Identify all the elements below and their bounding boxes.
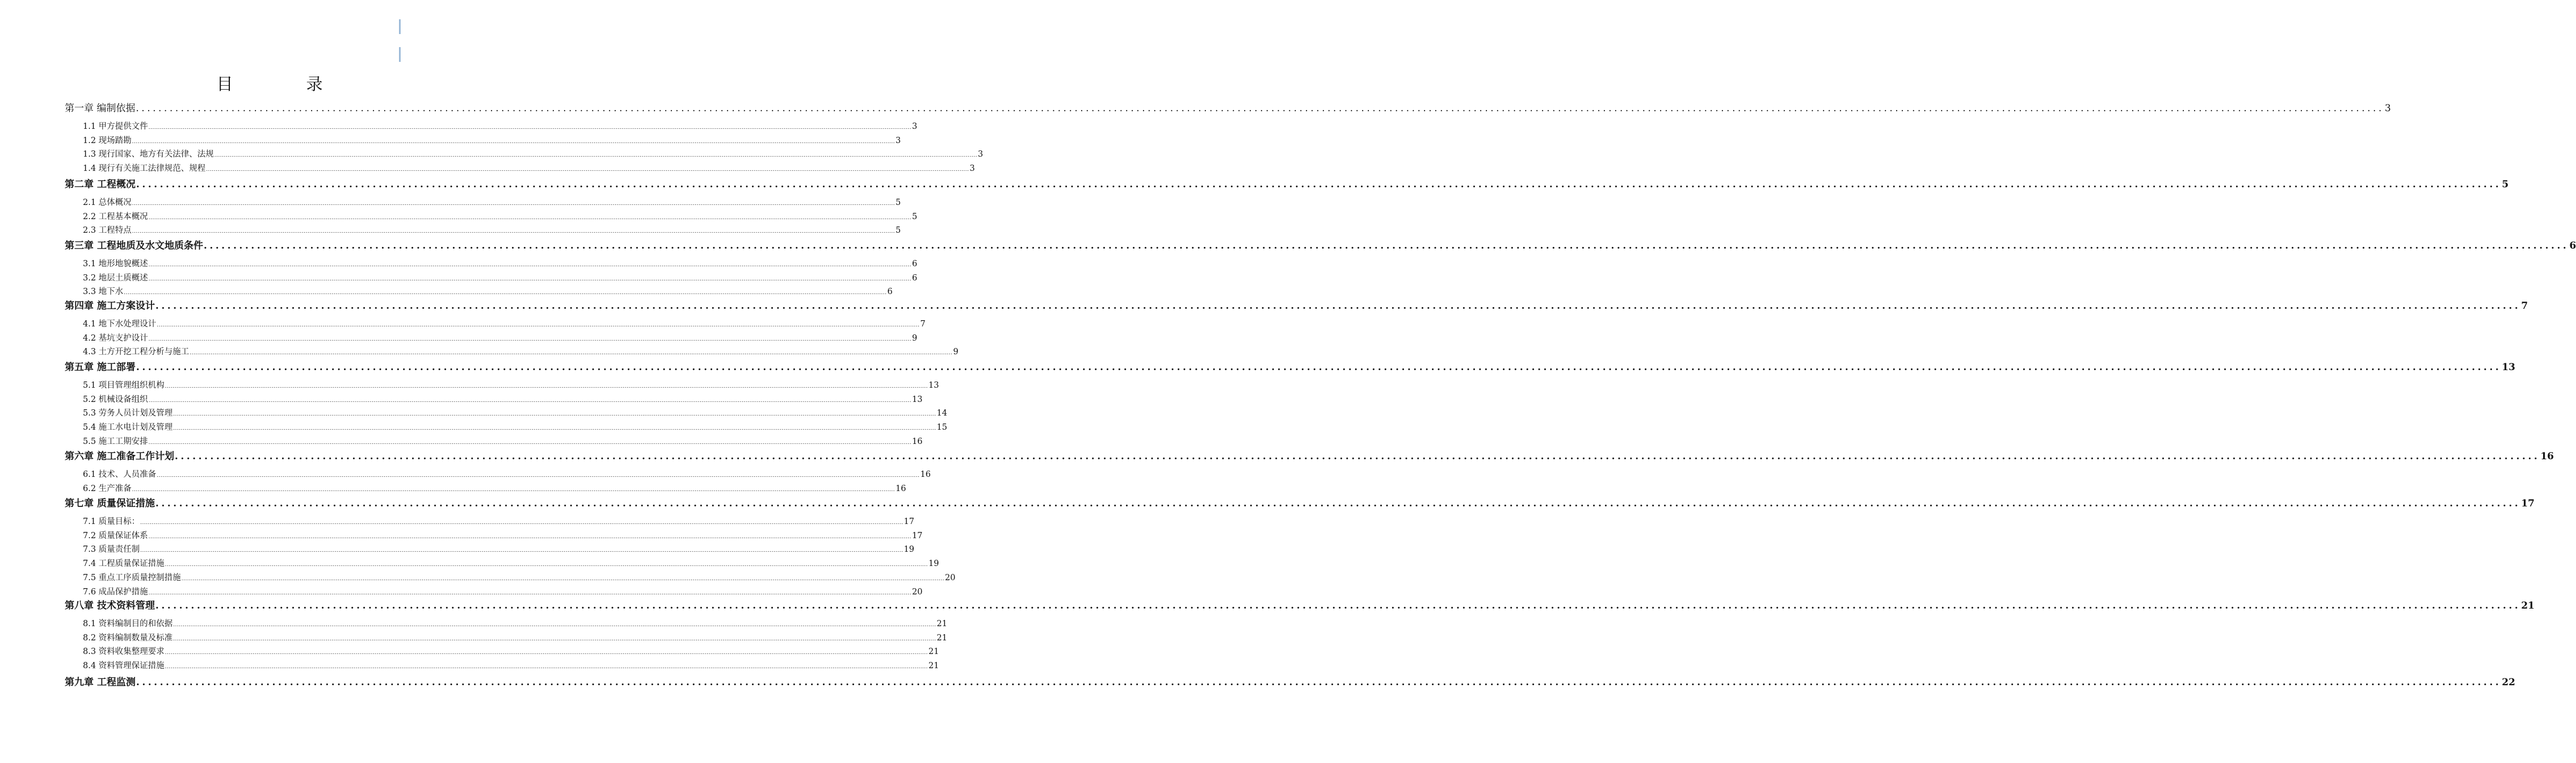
dot-leader: ................................................................................................................................................................................................................................................................................................................................................................................................................ xyxy=(157,473,920,479)
toc-section-entry[interactable] xyxy=(83,543,914,555)
dot-leader: ................................................................................................................................................................................................................................................................................................................................................................................................................ xyxy=(165,384,928,389)
toc-page-number: 7 xyxy=(2521,300,2528,312)
margin-marker xyxy=(399,47,401,62)
dot-leader: ................................................................................................................................................................................................................................................................................................................................................................................................................ xyxy=(148,276,912,282)
dot-leader: ................................................................................................................................................................................................................................................................................................................................................................................................................ xyxy=(140,520,904,526)
toc-entry-label: 第一章 编制依据 xyxy=(65,103,136,114)
dot-leader: ................................................................................................................................................................................................................................................................................................................................................................................................................ xyxy=(132,201,896,207)
margin-marker xyxy=(399,19,401,34)
toc-section-entry[interactable] xyxy=(83,631,947,643)
toc-entry-label: 1.3 现行国家、地方有关法律、法规 xyxy=(83,150,214,160)
toc-page-number: 13 xyxy=(912,395,923,404)
toc-page-number: 5 xyxy=(2502,179,2509,190)
toc-section-entry[interactable] xyxy=(83,345,959,357)
toc-section-entry[interactable] xyxy=(83,379,939,391)
toc-entry-label: 第九章 工程监测 xyxy=(65,677,136,688)
toc-page-number: 3 xyxy=(912,122,918,131)
toc-section-entry[interactable] xyxy=(83,515,914,527)
toc-section-entry[interactable] xyxy=(83,482,906,494)
dot-leader: ................................................................................................................................................................................................................................................................................................................................................................................................................ xyxy=(132,229,896,235)
dot-leader: ................................................................................................................................................................................................................................................................................................................................................................................................................ xyxy=(140,548,904,554)
dot-leader: ................................................................................................................................................................................................................................................................................................................................................................................................................ xyxy=(132,139,896,145)
toc-page-number: 21 xyxy=(2521,600,2535,611)
toc-chapter-entry[interactable] xyxy=(65,176,2509,190)
dot-leader: ................................................................................................................................................................................................................................................................................................................................................................................................................ xyxy=(136,103,2384,114)
toc-chapter-entry[interactable] xyxy=(65,237,2576,251)
toc-page-number: 16 xyxy=(920,470,931,479)
dot-leader: ................................................................................................................................................................................................................................................................................................................................................................................................................ xyxy=(136,179,2502,190)
toc-page-number: 9 xyxy=(912,333,918,343)
toc-chapter-entry[interactable] xyxy=(65,100,2391,114)
toc-entry-label: 5.4 施工水电计划及管理 xyxy=(83,423,173,433)
dot-leader: ................................................................................................................................................................................................................................................................................................................................................................................................................ xyxy=(136,362,2502,373)
toc-entry-label: 4.3 土方开挖工程分析与施工 xyxy=(83,347,190,357)
toc-section-entry[interactable] xyxy=(83,271,918,283)
toc-page-number: 19 xyxy=(904,545,914,555)
toc-entry-label: 第四章 施工方案设计 xyxy=(65,300,155,312)
dot-leader: ................................................................................................................................................................................................................................................................................................................................................................................................................ xyxy=(173,426,936,432)
dot-leader: ................................................................................................................................................................................................................................................................................................................................................................................................................ xyxy=(174,451,2540,462)
toc-page-number: 17 xyxy=(904,517,914,526)
toc-section-entry[interactable] xyxy=(83,617,947,629)
toc-section-entry[interactable] xyxy=(83,585,923,597)
dot-leader: ................................................................................................................................................................................................................................................................................................................................................................................................................ xyxy=(136,677,2502,688)
toc-page-number: 3 xyxy=(2384,103,2391,114)
toc-entry-label: 第三章 工程地质及水文地质条件 xyxy=(65,240,203,251)
dot-leader: ................................................................................................................................................................................................................................................................................................................................................................................................................ xyxy=(148,439,912,446)
toc-page-number: 3 xyxy=(978,150,984,160)
toc-title: 目 录 xyxy=(216,74,351,94)
dot-leader: ................................................................................................................................................................................................................................................................................................................................................................................................................ xyxy=(148,125,912,131)
toc-section-entry[interactable] xyxy=(83,468,931,480)
dot-leader: ................................................................................................................................................................................................................................................................................................................................................................................................................ xyxy=(203,240,2569,251)
dot-leader: ................................................................................................................................................................................................................................................................................................................................................................................................................ xyxy=(124,290,887,296)
toc-section-entry[interactable] xyxy=(83,332,918,343)
toc-page-number: 22 xyxy=(2502,677,2515,688)
dot-leader: ................................................................................................................................................................................................................................................................................................................................................................................................................ xyxy=(132,487,896,493)
toc-page-number: 5 xyxy=(912,212,918,221)
toc-section-entry[interactable] xyxy=(83,210,918,222)
toc-entry-label: 2.3 工程特点 xyxy=(83,226,132,236)
toc-entry-label: 8.4 资料管理保证措施 xyxy=(83,661,165,671)
toc-entry-label: 4.1 地下水处理设计 xyxy=(83,320,157,329)
dot-leader: ................................................................................................................................................................................................................................................................................................................................................................................................................ xyxy=(155,300,2521,312)
toc-section-entry[interactable] xyxy=(83,317,926,329)
toc-entry-label: 6.1 技术、人员准备 xyxy=(83,470,157,479)
toc-entry-label: 7.1 质量目标： xyxy=(83,517,140,526)
toc-chapter-entry[interactable] xyxy=(65,359,2515,373)
toc-section-entry[interactable] xyxy=(83,435,923,447)
toc-page-number: 21 xyxy=(928,661,939,671)
toc-section-entry[interactable] xyxy=(83,134,901,146)
toc-entry-label: 5.5 施工工期安排 xyxy=(83,437,148,446)
toc-page-number: 13 xyxy=(928,381,939,390)
dot-leader: ................................................................................................................................................................................................................................................................................................................................................................................................................ xyxy=(181,576,945,582)
toc-section-entry[interactable] xyxy=(83,196,901,208)
toc-entry-label: 6.2 生产准备 xyxy=(83,484,132,493)
toc-page-number: 5 xyxy=(896,198,901,207)
toc-entry-label: 8.1 资料编制目的和依据 xyxy=(83,619,173,628)
toc-entry-label: 7.3 质量责任制 xyxy=(83,545,140,555)
toc-section-entry[interactable] xyxy=(83,406,947,418)
toc-section-entry[interactable] xyxy=(83,285,893,297)
toc-section-entry[interactable] xyxy=(83,162,975,174)
toc-page-number: 19 xyxy=(928,559,939,569)
dot-leader: ................................................................................................................................................................................................................................................................................................................................................................................................................ xyxy=(148,215,912,221)
dot-leader: ................................................................................................................................................................................................................................................................................................................................................................................................................ xyxy=(148,534,912,540)
toc-page-number: 14 xyxy=(936,409,947,418)
toc-entry-label: 5.2 机械设备组织 xyxy=(83,395,148,404)
toc-entry-label: 4.2 基坑支护设计 xyxy=(83,333,148,343)
toc-entry-label: 7.5 重点工序质量控制措施 xyxy=(83,573,181,582)
toc-section-entry[interactable] xyxy=(83,421,947,433)
dot-leader: ................................................................................................................................................................................................................................................................................................................................................................................................................ xyxy=(165,562,928,568)
dot-leader: ................................................................................................................................................................................................................................................................................................................................................................................................................ xyxy=(148,262,912,268)
dot-leader: ................................................................................................................................................................................................................................................................................................................................................................................................................ xyxy=(165,664,928,670)
dot-leader: ................................................................................................................................................................................................................................................................................................................................................................................................................ xyxy=(206,167,969,173)
dot-leader: ................................................................................................................................................................................................................................................................................................................................................................................................................ xyxy=(148,397,912,404)
toc-section-entry[interactable] xyxy=(83,659,939,671)
toc-page-number: 6 xyxy=(2569,240,2576,251)
toc-entry-label: 1.4 现行有关施工法律规范、规程 xyxy=(83,164,206,174)
toc-entry-label: 3.1 地形地貌概述 xyxy=(83,259,148,269)
toc-entry-label: 8.2 资料编制数量及标准 xyxy=(83,633,173,643)
toc-page-number: 17 xyxy=(2521,498,2535,509)
toc-page-number: 21 xyxy=(928,647,939,657)
toc-page-number: 20 xyxy=(945,573,956,582)
toc-page-number: 17 xyxy=(912,531,923,540)
toc-entry-label: 5.3 劳务人员计划及管理 xyxy=(83,409,173,418)
toc-page-number: 3 xyxy=(896,136,901,145)
toc-chapter-entry[interactable] xyxy=(65,597,2535,611)
toc-section-entry[interactable] xyxy=(83,557,939,569)
toc-page-number: 21 xyxy=(936,619,947,628)
toc-page-number: 16 xyxy=(896,484,906,493)
toc-page-number: 6 xyxy=(912,259,918,269)
toc-page-number: 6 xyxy=(887,287,893,297)
toc-page-number: 7 xyxy=(920,320,926,329)
dot-leader: ................................................................................................................................................................................................................................................................................................................................................................................................................ xyxy=(155,600,2521,611)
toc-section-entry[interactable] xyxy=(83,393,923,405)
toc-page-number: 16 xyxy=(2540,451,2554,462)
toc-page-number: 21 xyxy=(936,633,947,643)
dot-leader: ................................................................................................................................................................................................................................................................................................................................................................................................................ xyxy=(190,350,953,357)
toc-section-entry[interactable] xyxy=(83,120,918,132)
toc-section-entry[interactable] xyxy=(83,257,918,269)
toc-entry-label: 3.2 地层土质概述 xyxy=(83,273,148,283)
dot-leader: ................................................................................................................................................................................................................................................................................................................................................................................................................ xyxy=(157,322,920,328)
toc-entry-label: 1.1 甲方提供文件 xyxy=(83,122,148,131)
toc-page-number: 16 xyxy=(912,437,923,446)
dot-leader: ................................................................................................................................................................................................................................................................................................................................................................................................................ xyxy=(173,412,936,418)
toc-entry-label: 7.6 成品保护措施 xyxy=(83,587,148,597)
toc-page-number: 3 xyxy=(969,164,975,174)
toc-section-entry[interactable] xyxy=(83,571,956,583)
toc-entry-label: 第五章 施工部署 xyxy=(65,362,136,373)
dot-leader: ................................................................................................................................................................................................................................................................................................................................................................................................................ xyxy=(173,636,936,642)
dot-leader: ................................................................................................................................................................................................................................................................................................................................................................................................................ xyxy=(214,153,978,159)
toc-entry-label: 2.1 总体概况 xyxy=(83,198,132,207)
toc-page-number: 20 xyxy=(912,587,923,597)
toc-section-entry[interactable] xyxy=(83,645,939,657)
dot-leader: ................................................................................................................................................................................................................................................................................................................................................................................................................ xyxy=(155,498,2521,509)
toc-page-number: 5 xyxy=(896,226,901,236)
dot-leader: ................................................................................................................................................................................................................................................................................................................................................................................................................ xyxy=(173,622,936,628)
toc-chapter-entry[interactable] xyxy=(65,674,2515,688)
dot-leader: ................................................................................................................................................................................................................................................................................................................................................................................................................ xyxy=(148,590,912,596)
toc-page-number: 9 xyxy=(953,347,959,357)
toc-entry-label: 第六章 施工准备工作计划 xyxy=(65,451,174,462)
toc-chapter-entry[interactable] xyxy=(65,448,2554,462)
toc-entry-label: 第七章 质量保证措施 xyxy=(65,498,155,509)
toc-page-number: 13 xyxy=(2502,362,2515,373)
toc-entry-label: 2.2 工程基本概况 xyxy=(83,212,148,221)
dot-leader: ................................................................................................................................................................................................................................................................................................................................................................................................................ xyxy=(148,336,912,342)
toc-entry-label: 7.2 质量保证体系 xyxy=(83,531,148,540)
toc-chapter-entry[interactable] xyxy=(65,297,2528,312)
toc-entry-label: 7.4 工程质量保证措施 xyxy=(83,559,165,569)
toc-entry-label: 5.1 项目管理组织机构 xyxy=(83,381,165,390)
toc-entry-label: 8.3 资料收集整理要求 xyxy=(83,647,165,657)
toc-section-entry[interactable] xyxy=(83,148,984,160)
toc-section-entry[interactable] xyxy=(83,529,923,541)
toc-entry-label: 第八章 技术资料管理 xyxy=(65,600,155,611)
toc-entry-label: 1.2 现场踏勘 xyxy=(83,136,132,145)
toc-chapter-entry[interactable] xyxy=(65,495,2535,509)
dot-leader: ................................................................................................................................................................................................................................................................................................................................................................................................................ xyxy=(165,650,928,656)
toc-entry-label: 3.3 地下水 xyxy=(83,287,124,297)
toc-page-number: 6 xyxy=(912,273,918,283)
toc-section-entry[interactable] xyxy=(83,224,901,236)
toc-entry-label: 第二章 工程概况 xyxy=(65,179,136,190)
toc-page-number: 15 xyxy=(936,423,947,433)
